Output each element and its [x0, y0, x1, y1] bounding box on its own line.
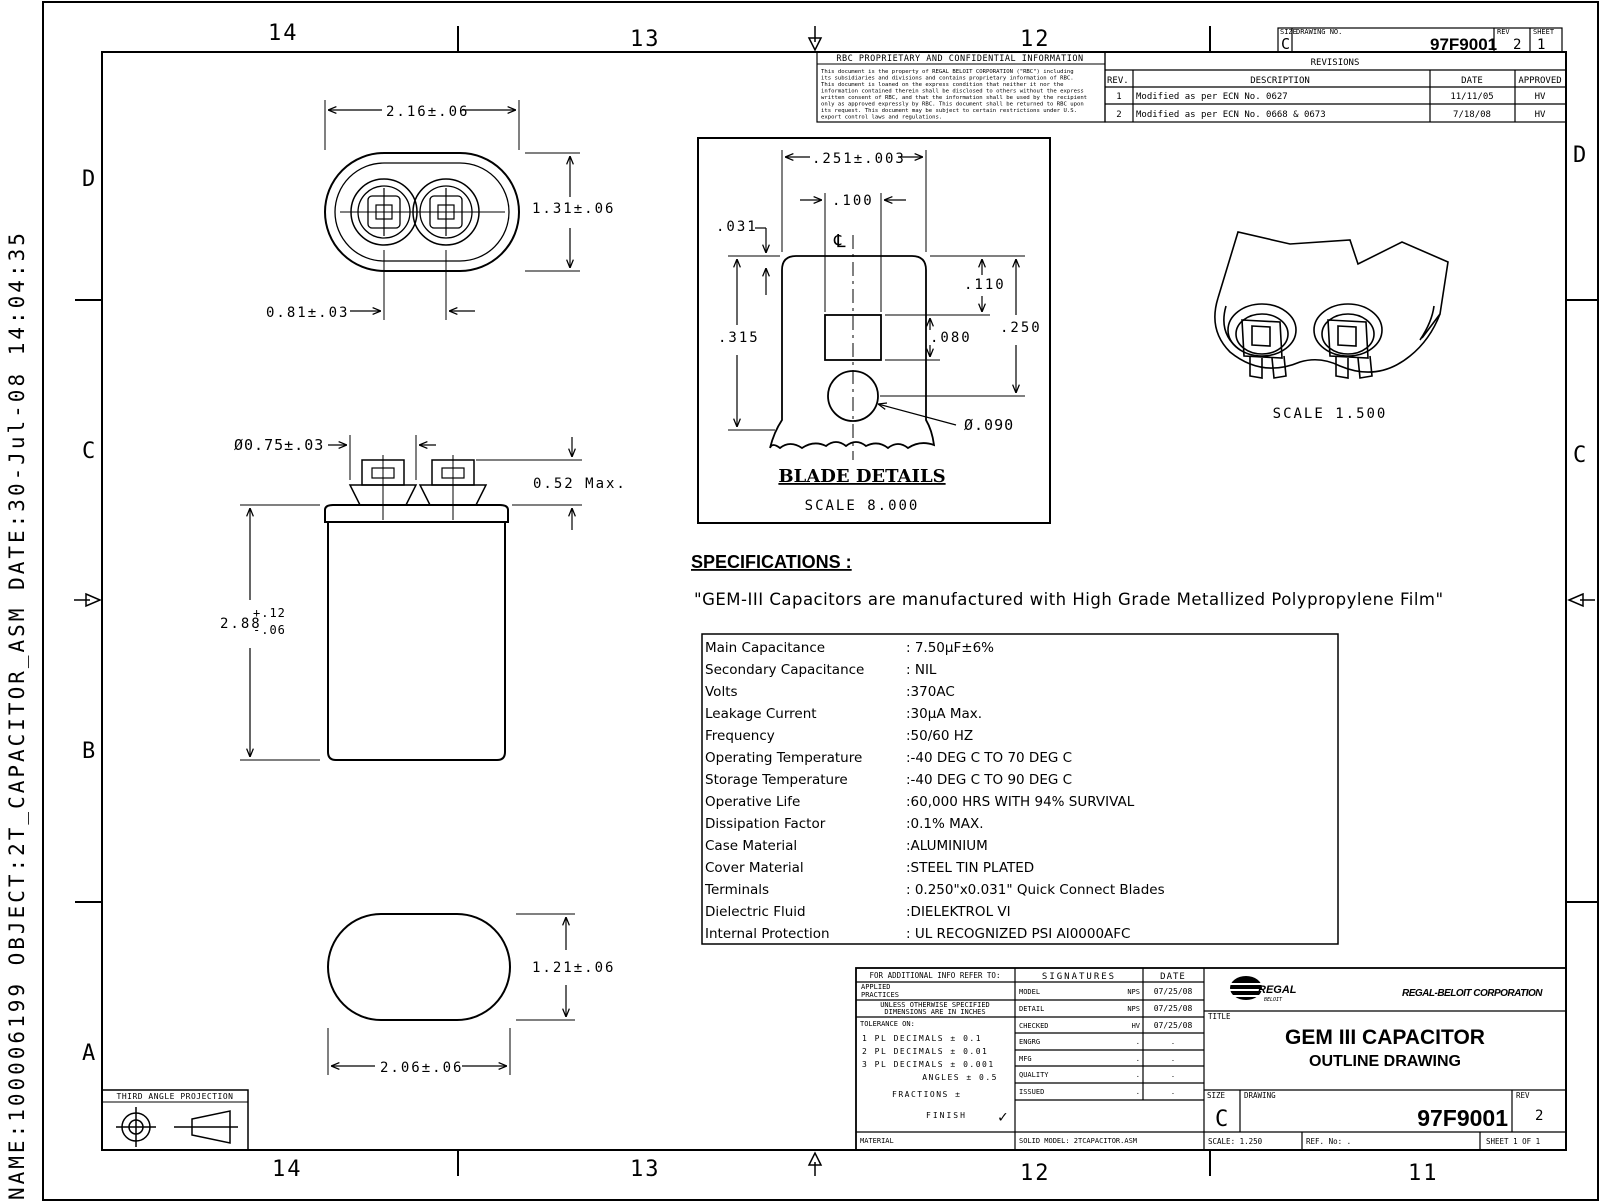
ref-label: REF. No: .: [1306, 1137, 1352, 1146]
spec-row: [705, 860, 1034, 876]
spec-value: : UL RECOGNIZED PSI AI0000AFC: [906, 926, 1131, 942]
revision-row-rev: 1: [1116, 92, 1122, 102]
sig-role: MFG: [1019, 1055, 1032, 1063]
spec-value: :DIELEKTROL VI: [906, 904, 1011, 920]
spec-value: :370AC: [906, 684, 955, 700]
fractions-label: FRACTIONS ±: [892, 1090, 962, 1099]
proprietary-title: RBC PROPRIETARY AND CONFIDENTIAL INFORMATION: [836, 54, 1084, 64]
dim-body-height-minus: -.06: [253, 623, 286, 637]
inches-label: DIMENSIONS ARE IN INCHES: [884, 1008, 986, 1016]
regal-beloit-logo: [1226, 976, 1297, 1003]
dim-top-height: 1.31±.06: [532, 201, 616, 217]
tolerance-row: 1 PL DECIMALS ± 0.1: [862, 1034, 983, 1043]
spec-row: [705, 794, 1135, 810]
dim-top-width: 2.16±.06: [386, 104, 470, 120]
zone-left-B: B: [82, 739, 98, 764]
blade-details-title: BLADE DETAILS: [778, 466, 946, 487]
sig-date: .: [1170, 1038, 1176, 1046]
zone-top-14: 14: [268, 21, 299, 46]
logo-text: REGAL: [1258, 984, 1297, 996]
tolerance-row: ANGLES ± 0.5: [922, 1073, 998, 1082]
spec-label: Operating Temperature: [705, 750, 863, 766]
proprietary-line: its subsidiaries and divisions and contains proprietary information of RBC.: [821, 75, 1074, 82]
isometric-scale: SCALE 1.500: [1272, 406, 1388, 422]
side-info-text: NAME:100006199 OBJECT:2T_CAPACITOR_ASM DATE:30-Jul-08 14:04:35: [5, 230, 29, 1200]
sheet-label: SHEET: [1533, 28, 1555, 36]
spec-value: :30μA Max.: [906, 706, 983, 722]
spec-value: :50/60 HZ: [906, 728, 974, 744]
spec-value: :0.1% MAX.: [906, 816, 984, 832]
finish-label: FINISH: [926, 1111, 967, 1120]
spec-value: : 0.250"x0.031" Quick Connect Blades: [906, 882, 1165, 898]
spec-row: [705, 904, 1011, 920]
drawing-subtitle: OUTLINE DRAWING: [1309, 1053, 1461, 1070]
sig-date: .: [1170, 1071, 1176, 1079]
zone-top-13: 13: [630, 27, 661, 52]
zone-bottom-13: 13: [630, 1157, 661, 1182]
spec-row: [705, 816, 984, 832]
tolerance-label: TOLERANCE ON:: [860, 1020, 915, 1028]
sig-name: .: [1135, 1055, 1140, 1063]
description-header: DESCRIPTION: [1250, 76, 1310, 86]
dim-max-height: 0.52 Max.: [533, 476, 627, 492]
dim-terminal-spacing: 0.81±.03: [266, 305, 350, 321]
spec-row: [705, 750, 1072, 766]
dim-diameter: Ø0.75±.03: [234, 436, 325, 454]
sig-role: MODEL: [1019, 988, 1041, 996]
sig-role: QUALITY: [1019, 1071, 1049, 1079]
size-label: SIZE: [1207, 1091, 1226, 1100]
zone-bottom-14: 14: [272, 1157, 303, 1182]
blade-dim-315: .315: [718, 330, 760, 346]
title-label: TITLE: [1208, 1012, 1231, 1021]
spec-value: :-40 DEG C TO 90 DEG C: [906, 772, 1073, 788]
drawing-title: GEM III CAPACITOR: [1285, 1026, 1485, 1049]
specifications-table: [702, 634, 1338, 944]
spec-row: [705, 684, 955, 700]
blade-dim-hole: Ø.090: [964, 416, 1015, 434]
spec-label: Volts: [705, 684, 738, 700]
sig-role: CHECKED: [1019, 1022, 1049, 1030]
blade-dim-110: .110: [964, 277, 1006, 293]
spec-label: Secondary Capacitance: [705, 662, 865, 678]
spec-label: Operative Life: [705, 794, 801, 810]
spec-row: [705, 926, 1130, 942]
dim-bottom-width: 2.06±.06: [380, 1060, 464, 1076]
spec-label: Leakage Current: [705, 706, 817, 722]
spec-label: Storage Temperature: [705, 772, 848, 788]
top-drawing-number-block: [1278, 28, 1562, 54]
logo-subtext: BELOIT: [1264, 997, 1283, 1003]
zone-bottom-11: 11: [1408, 1161, 1439, 1186]
tolerance-row: 2 PL DECIMALS ± 0.01: [862, 1047, 989, 1056]
sig-date: .: [1170, 1055, 1176, 1063]
revision-row-rev: 2: [1116, 110, 1122, 120]
zone-left-D: D: [82, 167, 98, 192]
revisions-title: REVISIONS: [1310, 58, 1360, 68]
sig-name: NPS: [1127, 1005, 1140, 1013]
spec-value: : NIL: [906, 662, 937, 678]
blade-dim-100: .100: [832, 193, 874, 209]
dim-body-height: 2.88: [220, 616, 262, 632]
tolerance-row: 3 PL DECIMALS ± 0.001: [862, 1060, 995, 1069]
applied-label: APPLIED: [861, 983, 891, 991]
side-view: [240, 435, 582, 760]
sig-date: 07/25/08: [1153, 1021, 1193, 1030]
proprietary-notice: [817, 52, 1105, 122]
projection-symbol-box: [102, 1090, 248, 1150]
revision-row-date: 11/11/05: [1450, 92, 1494, 102]
spec-label: Terminals: [705, 882, 770, 898]
spec-label: Dissipation Factor: [705, 816, 826, 832]
projection-label: THIRD ANGLE PROJECTION: [116, 1092, 234, 1101]
size-value: C: [1281, 35, 1291, 53]
spec-label: Frequency: [705, 728, 775, 744]
sig-date: 07/25/08: [1153, 987, 1193, 996]
blade-dim-width: .251±.003: [812, 151, 906, 167]
spec-row: [705, 772, 1072, 788]
revision-row-desc: Modified as per ECN No. 0627: [1136, 92, 1288, 102]
sig-name: .: [1135, 1088, 1140, 1096]
spec-value: :-40 DEG C TO 70 DEG C: [906, 750, 1073, 766]
spec-label: Cover Material: [705, 860, 804, 876]
sig-role: ENGRG: [1019, 1038, 1041, 1046]
size-label: SIZE: [1280, 28, 1297, 36]
size-value: C: [1215, 1107, 1229, 1132]
scale-label: SCALE: 1.250: [1208, 1137, 1263, 1146]
company-name: REGAL-BELOIT CORPORATION: [1401, 988, 1543, 999]
drawing-label: DRAWING: [1244, 1091, 1276, 1100]
zone-top-12: 12: [1020, 27, 1051, 52]
solid-model-label: SOLID MODEL: 2TCAPACITOR.ASM: [1019, 1137, 1138, 1145]
dim-bottom-height: 1.21±.06: [532, 960, 616, 976]
blade-dim-250: .250: [1000, 320, 1042, 336]
drawing-number: 97F9001: [1417, 1105, 1508, 1131]
specifications-quote: "GEM-III Capacitors are manufactured with High Grade Metallized Polypropylene Film": [694, 590, 1444, 609]
date-header: DATE: [1461, 76, 1483, 86]
spec-row: [705, 728, 973, 744]
spec-row: [705, 706, 982, 722]
spec-label: Case Material: [705, 838, 798, 854]
zone-left-C: C: [82, 439, 98, 464]
proprietary-line: This document is the property of REGAL BELOIT CORPORATION ("RBC") including: [821, 69, 1074, 75]
spec-label: Internal Protection: [705, 926, 830, 942]
sig-role: DETAIL: [1019, 1005, 1045, 1013]
zone-left-A: A: [82, 1041, 98, 1066]
spec-label: Main Capacitance: [705, 640, 826, 656]
checkmark-icon: ✓: [998, 1107, 1008, 1126]
sig-date: 07/25/08: [1153, 1004, 1193, 1013]
proprietary-line: its request. This document may be subject to certain restrictions under U.S.: [821, 108, 1077, 114]
revision-row-approved: HV: [1534, 110, 1546, 120]
spec-label: Dielectric Fluid: [705, 904, 806, 920]
isometric-view: [1215, 232, 1448, 378]
spec-row: [705, 640, 994, 656]
revisions-table: [1105, 52, 1566, 122]
spec-value: :60,000 HRS WITH 94% SURVIVAL: [906, 794, 1135, 810]
zone-bottom-12: 12: [1020, 1161, 1051, 1186]
proprietary-line: export control laws and regulations.: [821, 114, 943, 121]
sig-name: NPS: [1127, 988, 1140, 996]
material-label: MATERIAL: [860, 1137, 894, 1145]
rev-header: REV.: [1107, 76, 1129, 86]
zone-right-D: D: [1573, 143, 1589, 168]
blade-details-scale: SCALE 8.000: [804, 498, 920, 514]
proprietary-line: written consent of RBC, and that the information shall be used by the recipient: [821, 95, 1088, 101]
date-header: DATE: [1160, 972, 1186, 982]
info-ref-label: FOR ADDITIONAL INFO REFER TO:: [869, 971, 1001, 980]
drawing-no-value: 97F9001: [1430, 35, 1498, 54]
sig-name: .: [1135, 1071, 1140, 1079]
spec-row: [705, 662, 937, 678]
proprietary-line: information contained therein shall be disclosed to others without the express: [821, 88, 1084, 95]
title-block: [856, 968, 1566, 1150]
bottom-view: [328, 914, 575, 1075]
revision-row-approved: HV: [1534, 92, 1546, 102]
dim-body-height-plus: +.12: [253, 606, 286, 620]
unless-label: UNLESS OTHERWISE SPECIFIED: [880, 1001, 990, 1009]
sig-date: .: [1170, 1088, 1176, 1096]
drawing-no-label: DRAWING NO.: [1296, 28, 1343, 36]
spec-value: :STEEL TIN PLATED: [906, 860, 1035, 876]
blade-dim-031: .031: [716, 219, 758, 235]
third-angle-projection-icon: [116, 1107, 238, 1147]
sheet-label: SHEET 1 OF 1: [1486, 1137, 1541, 1146]
approved-header: APPROVED: [1518, 76, 1562, 86]
rev-value: 2: [1513, 37, 1522, 53]
revision-row-desc: Modified as per ECN No. 0668 & 0673: [1136, 110, 1326, 120]
practices-label: PRACTICES: [861, 991, 899, 999]
spec-value: :ALUMINIUM: [906, 838, 988, 854]
rev-label: REV: [1516, 1091, 1530, 1100]
proprietary-line: This document is loaned on the express condition that neither it nor the: [821, 82, 1064, 88]
spec-value: : 7.50μF±6%: [906, 640, 994, 656]
proprietary-line: only as approved expressly by RBC. This document shall be returned to RBC upon: [821, 101, 1084, 108]
specifications-heading: SPECIFICATIONS :: [691, 552, 852, 572]
revision-row-date: 7/18/08: [1453, 110, 1491, 120]
signatures-header: SIGNATURES: [1041, 972, 1117, 982]
zone-right-C: C: [1573, 443, 1589, 468]
sheet-value: 1: [1537, 37, 1546, 53]
blade-dim-080: .080: [930, 330, 972, 346]
rev-value: 2: [1535, 1108, 1544, 1124]
sig-name: .: [1135, 1038, 1140, 1046]
spec-row: [705, 838, 988, 854]
sig-role: ISSUED: [1019, 1088, 1045, 1096]
spec-row: [704, 882, 1165, 898]
centerline-symbol: ℄: [834, 231, 846, 252]
rev-label: REV: [1497, 28, 1510, 36]
sig-name: HV: [1131, 1022, 1140, 1030]
